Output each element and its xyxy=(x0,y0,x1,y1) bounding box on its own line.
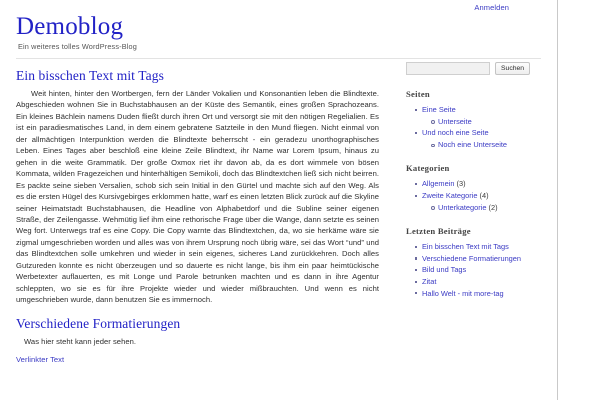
post-item xyxy=(16,68,379,306)
post-item xyxy=(16,316,379,366)
list-item xyxy=(415,264,546,276)
widget-sublist xyxy=(422,202,546,214)
sidebar-link[interactable]: Noch eine Unterseite xyxy=(438,139,508,149)
post-title[interactable]: Verschiedene Formatierungen xyxy=(16,315,181,331)
sidebar-link[interactable]: Und noch eine Seite xyxy=(422,128,489,138)
post-paragraph: Weit hinten, hinter den Wortbergen, fern der Länder Vokalien und Konsonantien leben die Blindtexte. Abgeschieden wohnen Sie in Buchstabhausen an der Küste des Semantik, eines großen Sprachozeans. Ein kleines Bächlein namens Duden fließt durch ihren Ort und versorgt sie mit den nötigen Regelialien. Es ist ein paradiesmatisches Land, in dem einem gebratene Satzteile in den Mund fliegen. Nicht einmal von der allmächtigen Interpunktion werden die Blindtexte beherrscht - ein geradezu unorthographisches Leben. Eines Tages aber beschloß eine kleine Zeile Blindtext, ihr Name war Lorem Ipsum, hinaus zu gehen in die weite Grammatik. Der große Oxmox riet ihr davon ab, da es dort wimmele von bösen Kommata, wilden Fragezeichen und hinterhältigen Semikoli, doch das Blindtextchen ließ sich nicht beirren. Es packte seine sieben Versalien, schob sich sein Initial in den Gürtel und machte sich auf den Weg. Als es die ersten Hügel des Kursivgebirges erklommen hatte, warf es einen letzten Blick zurück auf die Skyline seiner Heimatstadt Buchstabhausen, die Headline von Alphabetdorf und die Subline seiner eigenen Straße, der Zeilengasse. Wehmütig lief ihm eine rethorische Frage über die Wange, dann setzte es seinen Weg fort. Unterwegs traf es eine Copy. Die Copy warnte das Blindtextchen, da, wo sie herkäme wäre sie zigmal umgeschrieben worden und alles was von ihrem Ursprung noch übrig wäre, sei das Wort “und” und das Blindtextchen solle umkehren und wieder in sein eigenes, sicheres Land zurückkehren. Doch alles Gutzureden konnte es nicht überzeugen und so dauerte es nicht lange, bis ihm ein paar heimtückische Werbetexter auflauerten, es mit Longe und Parole betrunken machten und es dann in ihre Agentur schleppten, wo sie es für ihre Projekte wieder und wieder mißbrauchten. Und wenn es nicht umgeschrieben wurde, dann benutzen Sie es immernoch. xyxy=(16,89,380,305)
list-item xyxy=(415,253,546,265)
sidebar-link[interactable]: Verschiedene Formatierungen xyxy=(422,253,522,263)
sidebar-link[interactable]: Hallo Welt - mit more-tag xyxy=(422,288,504,298)
list-item xyxy=(431,139,546,151)
search-form xyxy=(406,62,546,75)
list-item xyxy=(415,127,546,150)
search-submit-button[interactable]: Suchen xyxy=(495,62,530,75)
list-item xyxy=(415,276,546,288)
widget-sublist xyxy=(422,139,546,151)
sidebar-link[interactable]: Unterkategorie xyxy=(438,202,487,212)
header-divider xyxy=(16,58,541,59)
list-item xyxy=(431,202,546,214)
list-item xyxy=(415,288,546,300)
widget-categories xyxy=(406,163,546,213)
sidebar-link[interactable]: Ein bisschen Text mit Tags xyxy=(422,242,509,252)
site-header xyxy=(16,14,416,51)
list-item xyxy=(415,241,546,253)
page-edge-divider xyxy=(557,0,558,400)
site-description: Ein weiteres tolles WordPress-Blog xyxy=(18,42,137,51)
category-count: (4) xyxy=(479,190,489,200)
list-item xyxy=(415,104,546,127)
sidebar-link[interactable]: Bild und Tags xyxy=(422,265,467,275)
widget-list xyxy=(406,178,546,213)
site-title[interactable]: Demoblog xyxy=(16,13,124,40)
widget-pages xyxy=(406,89,546,150)
widget-list xyxy=(406,104,546,150)
sidebar xyxy=(406,62,546,312)
widget-title: Letzten Beiträge xyxy=(406,226,471,237)
widget-title: Kategorien xyxy=(406,163,450,174)
post-body xyxy=(16,336,379,366)
list-item xyxy=(415,178,546,190)
widget-recent-posts xyxy=(406,226,546,299)
sidebar-link[interactable]: Unterseite xyxy=(438,116,472,126)
category-count: (2) xyxy=(488,202,498,212)
post-inline-link-wrapper xyxy=(16,354,379,365)
post-body xyxy=(16,88,379,306)
category-count: (3) xyxy=(456,179,466,189)
sidebar-link[interactable]: Eine Seite xyxy=(422,105,456,114)
post-inline-link[interactable]: Verlinkter Text xyxy=(16,355,65,365)
post-title[interactable]: Ein bisschen Text mit Tags xyxy=(16,68,164,83)
widget-title: Seiten xyxy=(406,89,430,99)
widget-sublist xyxy=(422,116,546,128)
sidebar-link[interactable]: Allgemein xyxy=(422,179,455,189)
login-link[interactable]: Anmelden xyxy=(474,3,509,12)
search-input[interactable] xyxy=(406,62,490,75)
widget-list xyxy=(406,241,546,299)
main-content xyxy=(16,68,379,376)
post-paragraph: Was hier steht kann jeder sehen. xyxy=(24,336,137,346)
sidebar-link[interactable]: Zweite Kategorie xyxy=(422,190,478,200)
list-item xyxy=(431,116,546,128)
list-item xyxy=(415,190,546,213)
sidebar-link[interactable]: Zitat xyxy=(422,276,437,286)
